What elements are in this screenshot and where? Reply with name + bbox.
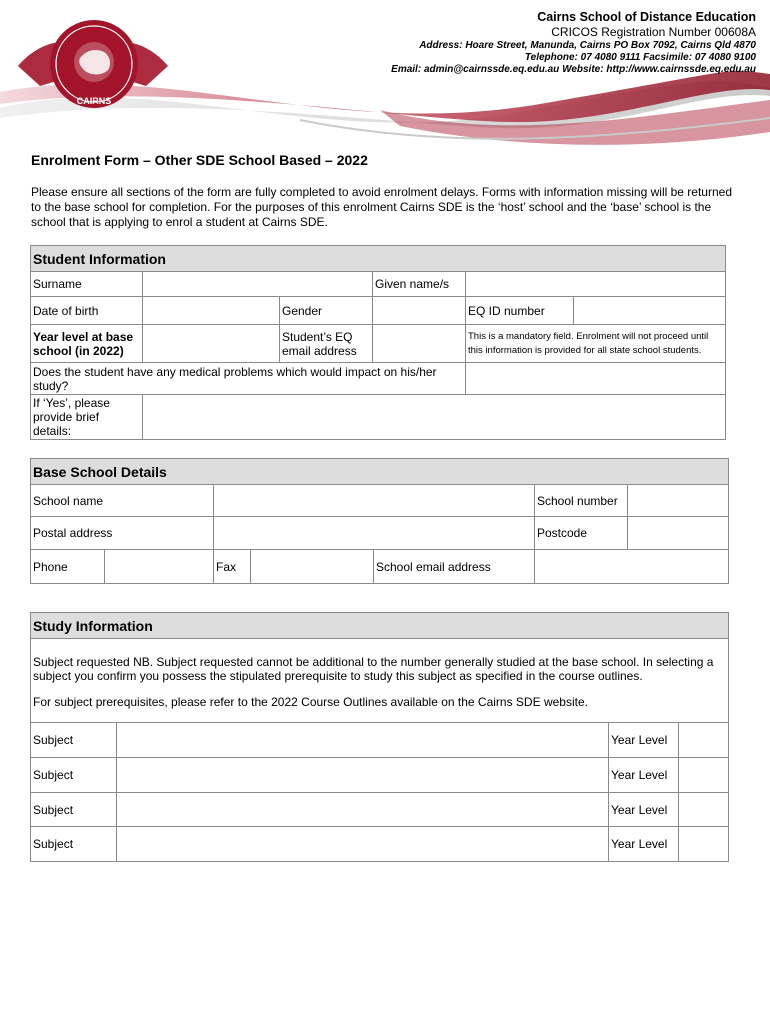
postcode-input[interactable]: [628, 517, 729, 550]
study-information-table: [30, 612, 729, 862]
year-level-col-label: Year Level: [609, 723, 679, 758]
dob-label: Date of birth: [31, 297, 143, 325]
medical-question: Does the student have any medical problems which would impact on his/her study?: [31, 363, 466, 395]
base-school-heading: Base School Details: [31, 459, 729, 485]
eq-email-input[interactable]: [373, 325, 466, 363]
mandatory-note: This is a mandatory field. Enrolment will not proceed until this information is provided for all state school students.: [466, 325, 726, 363]
subject-label: Subject: [31, 827, 117, 862]
school-email-input[interactable]: [535, 550, 729, 584]
subject-input[interactable]: [117, 723, 609, 758]
phone-input[interactable]: [105, 550, 214, 584]
header-contact: [391, 9, 756, 76]
study-prereq-text: For subject prerequisites, please refer to the 2022 Course Outlines available on the Cairns SDE website.: [33, 695, 588, 709]
school-name: Cairns School of Distance Education: [537, 10, 756, 24]
school-number-input[interactable]: [628, 485, 729, 517]
year-level-col-input[interactable]: [679, 793, 729, 827]
school-name-input[interactable]: [214, 485, 535, 517]
year-level-col-input[interactable]: [679, 723, 729, 758]
school-address: Address: Hoare Street, Manunda, Cairns PO Box 7092, Cairns Qld 4870: [419, 40, 756, 51]
if-yes-label: If ‘Yes’, please provide brief details:: [31, 395, 143, 440]
logo-cairns-text: CAIRNS: [76, 96, 112, 106]
subject-label: Subject: [31, 758, 117, 793]
base-school-table: [30, 458, 729, 584]
year-level-col-label: Year Level: [609, 758, 679, 793]
eq-id-input[interactable]: [574, 297, 726, 325]
postal-address-label: Postal address: [31, 517, 214, 550]
study-information-heading: Study Information: [31, 613, 729, 639]
given-names-label: Given name/s: [373, 272, 466, 297]
student-information-heading: Student Information: [31, 246, 726, 272]
school-email-label: School email address: [374, 550, 535, 584]
subject-label: Subject: [31, 793, 117, 827]
year-level-label: Year level at base school (in 2022): [31, 325, 143, 363]
study-nb-text: Subject requested NB. Subject requested cannot be additional to the number generally studied at the base school. In selecting a subject you confirm you possess the stipulated prerequisite to study this subject as specified in the course outlines.: [33, 655, 714, 683]
year-level-col-input[interactable]: [679, 827, 729, 862]
subject-label: Subject: [31, 723, 117, 758]
subject-input[interactable]: [117, 793, 609, 827]
given-names-input[interactable]: [466, 272, 726, 297]
eq-id-label: EQ ID number: [466, 297, 574, 325]
postal-address-input[interactable]: [214, 517, 535, 550]
postcode-label: Postcode: [535, 517, 628, 550]
student-information-table: [30, 245, 726, 440]
dob-input[interactable]: [143, 297, 280, 325]
year-level-input[interactable]: [143, 325, 280, 363]
surname-label: Surname: [31, 272, 143, 297]
medical-details-input[interactable]: [143, 395, 726, 440]
subject-input[interactable]: [117, 827, 609, 862]
surname-input[interactable]: [143, 272, 373, 297]
school-telephone: Telephone: 07 4080 9111 Facsimile: 07 4080 9100: [524, 52, 756, 63]
gender-input[interactable]: [373, 297, 466, 325]
year-level-col-label: Year Level: [609, 793, 679, 827]
school-email-website: Email: admin@cairnssde.eq.edu.au Website: http://www.cairnssde.eq.edu.au: [391, 64, 756, 75]
study-notes: [31, 639, 729, 723]
medical-input[interactable]: [466, 363, 726, 395]
cricos-number: CRICOS Registration Number 00608A: [551, 25, 756, 39]
phone-label: Phone: [31, 550, 105, 584]
gender-label: Gender: [280, 297, 373, 325]
intro-text: Please ensure all sections of the form are fully completed to avoid enrolment delays. Forms with information missing will be returned to the base school for completion. For the purposes of this enrolment Cairns SDE is the ‘host’ school and the ‘base’ school is the school that is applying to enrol a student at Cairns SDE.: [31, 185, 732, 229]
year-level-col-input[interactable]: [679, 758, 729, 793]
school-name-label: School name: [31, 485, 214, 517]
eq-email-label: Student’s EQ email address: [280, 325, 373, 363]
school-number-label: School number: [535, 485, 628, 517]
fax-input[interactable]: [251, 550, 374, 584]
year-level-col-label: Year Level: [609, 827, 679, 862]
subject-input[interactable]: [117, 758, 609, 793]
form-title: Enrolment Form – Other SDE School Based – 2022: [31, 152, 368, 168]
fax-label: Fax: [214, 550, 251, 584]
